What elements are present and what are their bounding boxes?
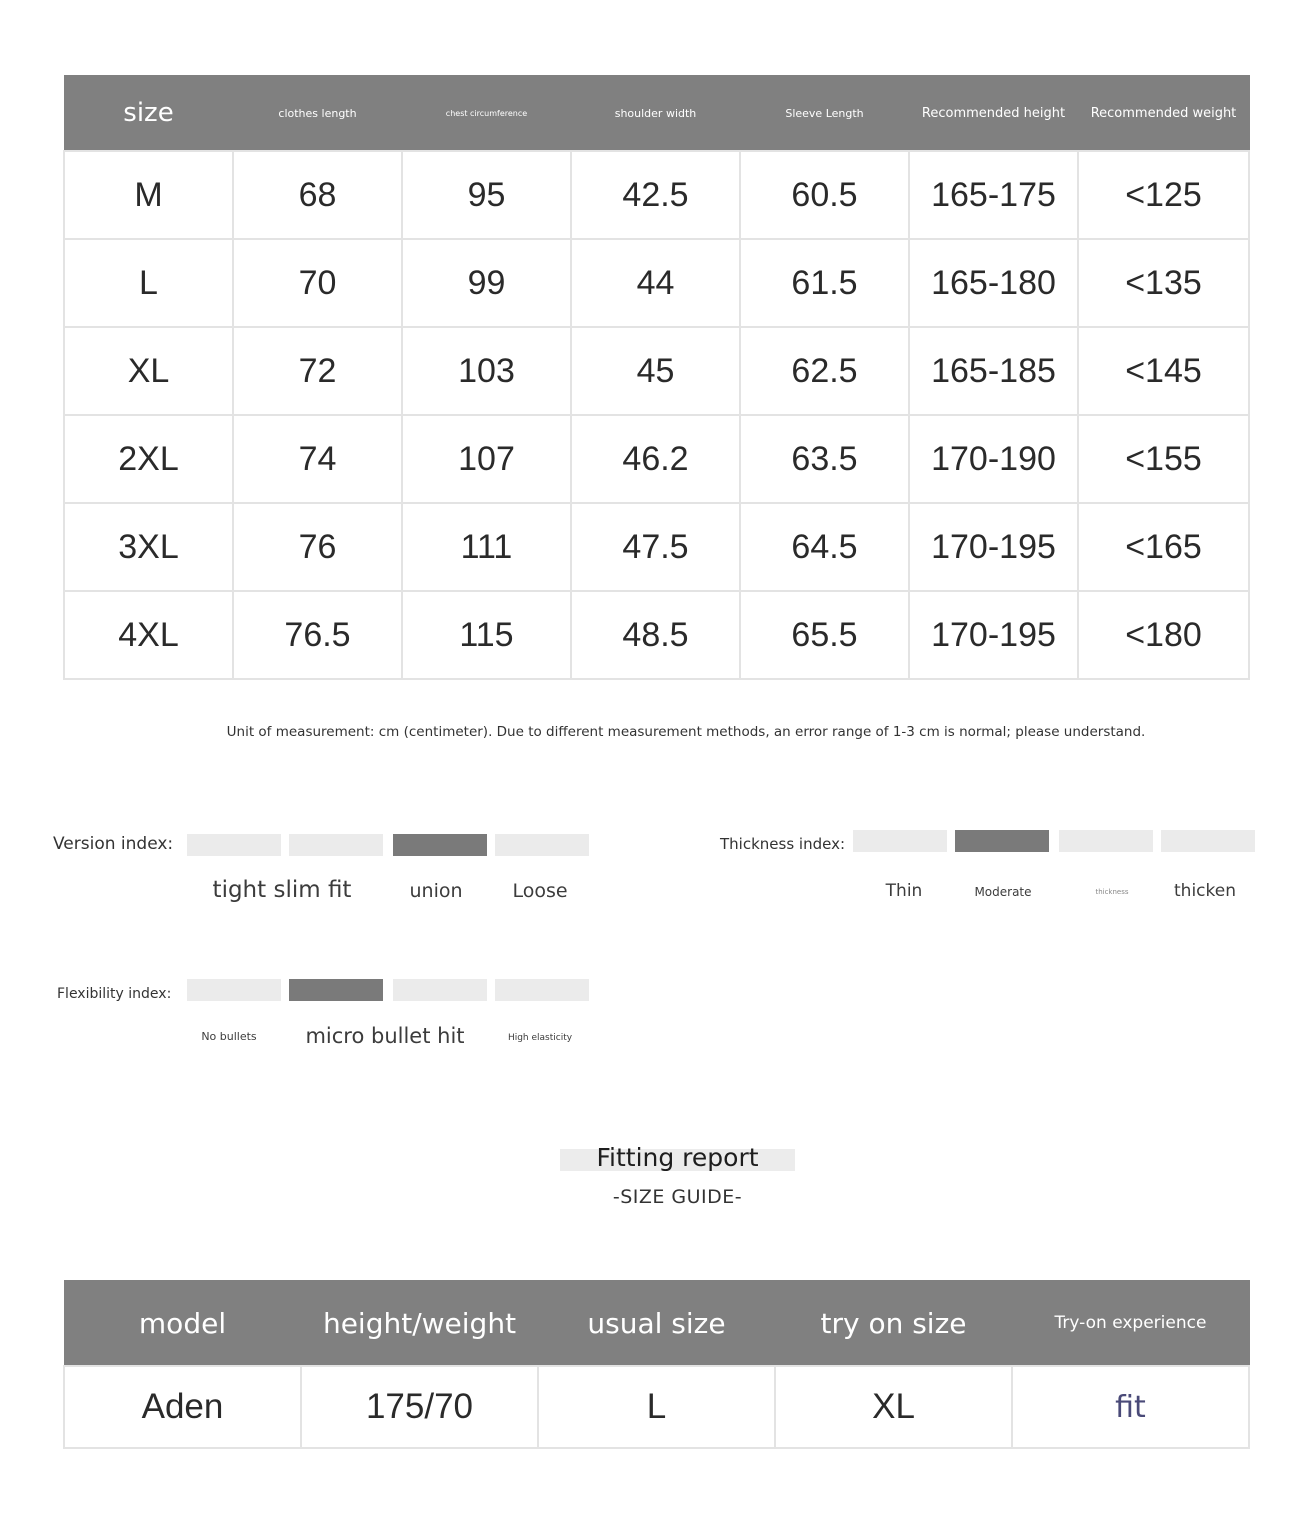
cell-height: 165-175 [909, 151, 1078, 239]
table-row [64, 1366, 1249, 1448]
header-recommended-weight: Recommended weight [1078, 76, 1249, 152]
fitting-report-table [63, 1280, 1250, 1449]
thickness-segment-1 [853, 830, 947, 852]
cell-clothes-length: 72 [233, 327, 402, 415]
cell-try-on-size: XL [775, 1366, 1012, 1448]
version-option-loose: Loose [512, 880, 568, 902]
cell-height-weight: 175/70 [301, 1366, 538, 1448]
cell-sleeve: 61.5 [740, 239, 909, 327]
version-index-label: Version index: [53, 834, 174, 854]
cell-sleeve: 64.5 [740, 503, 909, 591]
thickness-option-thin: Thin [885, 881, 923, 901]
thickness-segment-4 [1161, 830, 1255, 852]
table-row [64, 415, 1249, 503]
cell-height: 165-180 [909, 239, 1078, 327]
cell-chest: 103 [402, 327, 571, 415]
table-row [64, 327, 1249, 415]
table-row [64, 503, 1249, 591]
cell-chest: 99 [402, 239, 571, 327]
cell-shoulder: 46.2 [571, 415, 740, 503]
cell-size: M [64, 151, 233, 239]
fitting-header-row [64, 1281, 1249, 1367]
fitting-report-subtitle: -SIZE GUIDE- [612, 1186, 743, 1208]
size-chart-table [63, 75, 1250, 680]
header-recommended-height: Recommended height [909, 76, 1078, 152]
cell-clothes-length: 70 [233, 239, 402, 327]
cell-clothes-length: 68 [233, 151, 402, 239]
cell-chest: 95 [402, 151, 571, 239]
cell-size: XL [64, 327, 233, 415]
flexibility-option-no-bullets: No bullets [201, 1030, 257, 1043]
header-try-on-experience: Try-on experience [1012, 1281, 1249, 1367]
cell-chest: 111 [402, 503, 571, 591]
flexibility-segment-2-active [289, 979, 383, 1001]
fitting-report-title: Fitting report [596, 1143, 759, 1172]
thickness-segment-3 [1059, 830, 1153, 852]
thickness-index-label: Thickness index: [720, 835, 845, 853]
cell-sleeve: 65.5 [740, 591, 909, 679]
cell-weight: <180 [1078, 591, 1249, 679]
table-row [64, 239, 1249, 327]
flexibility-option-micro-bullet-hit: micro bullet hit [305, 1024, 465, 1048]
cell-shoulder: 45 [571, 327, 740, 415]
version-segment-4 [495, 834, 589, 856]
flexibility-segment-1 [187, 979, 281, 1001]
cell-model: Aden [64, 1366, 301, 1448]
cell-weight: <165 [1078, 503, 1249, 591]
version-segment-2 [289, 834, 383, 856]
header-try-on-size: try on size [775, 1281, 1012, 1367]
cell-size: 3XL [64, 503, 233, 591]
flexibility-index-label: Flexibility index: [57, 986, 172, 1002]
cell-sleeve: 60.5 [740, 151, 909, 239]
cell-shoulder: 44 [571, 239, 740, 327]
cell-clothes-length: 76 [233, 503, 402, 591]
table-row [64, 151, 1249, 239]
thickness-option-moderate: Moderate [974, 885, 1032, 899]
header-height-weight: height/weight [301, 1281, 538, 1367]
cell-size: L [64, 239, 233, 327]
cell-weight: <135 [1078, 239, 1249, 327]
header-shoulder-width: shoulder width [571, 76, 740, 152]
cell-usual-size: L [538, 1366, 775, 1448]
cell-height: 170-195 [909, 503, 1078, 591]
cell-height: 165-185 [909, 327, 1078, 415]
unit-note: Unit of measurement: cm (centimeter). Due to different measurement methods, an error range of 1-3 cm is normal; please understand. [226, 724, 1146, 740]
version-segment-1 [187, 834, 281, 856]
flexibility-segment-4 [495, 979, 589, 1001]
size-chart-header-row [64, 76, 1249, 152]
thickness-option-thickness: thickness [1095, 888, 1129, 896]
cell-clothes-length: 74 [233, 415, 402, 503]
cell-shoulder: 47.5 [571, 503, 740, 591]
flexibility-option-high-elasticity: High elasticity [507, 1033, 573, 1043]
cell-try-on-experience: fit [1012, 1366, 1249, 1448]
cell-sleeve: 62.5 [740, 327, 909, 415]
cell-height: 170-195 [909, 591, 1078, 679]
version-option-tight-slim-fit: tight slim fit [212, 877, 352, 903]
cell-shoulder: 48.5 [571, 591, 740, 679]
thickness-segment-2-active [955, 830, 1049, 852]
cell-weight: <125 [1078, 151, 1249, 239]
table-row [64, 591, 1249, 679]
header-clothes-length: clothes length [233, 76, 402, 152]
cell-height: 170-190 [909, 415, 1078, 503]
cell-size: 2XL [64, 415, 233, 503]
cell-size: 4XL [64, 591, 233, 679]
version-segment-3-active [393, 834, 487, 856]
cell-weight: <145 [1078, 327, 1249, 415]
header-model: model [64, 1281, 301, 1367]
header-chest-circumference: chest circumference [402, 76, 571, 152]
cell-shoulder: 42.5 [571, 151, 740, 239]
header-size: size [64, 76, 233, 152]
cell-chest: 107 [402, 415, 571, 503]
cell-chest: 115 [402, 591, 571, 679]
cell-weight: <155 [1078, 415, 1249, 503]
cell-sleeve: 63.5 [740, 415, 909, 503]
flexibility-segment-3 [393, 979, 487, 1001]
header-usual-size: usual size [538, 1281, 775, 1367]
thickness-option-thicken: thicken [1174, 881, 1236, 901]
version-option-union: union [409, 880, 463, 902]
cell-clothes-length: 76.5 [233, 591, 402, 679]
header-sleeve-length: Sleeve Length [740, 76, 909, 152]
